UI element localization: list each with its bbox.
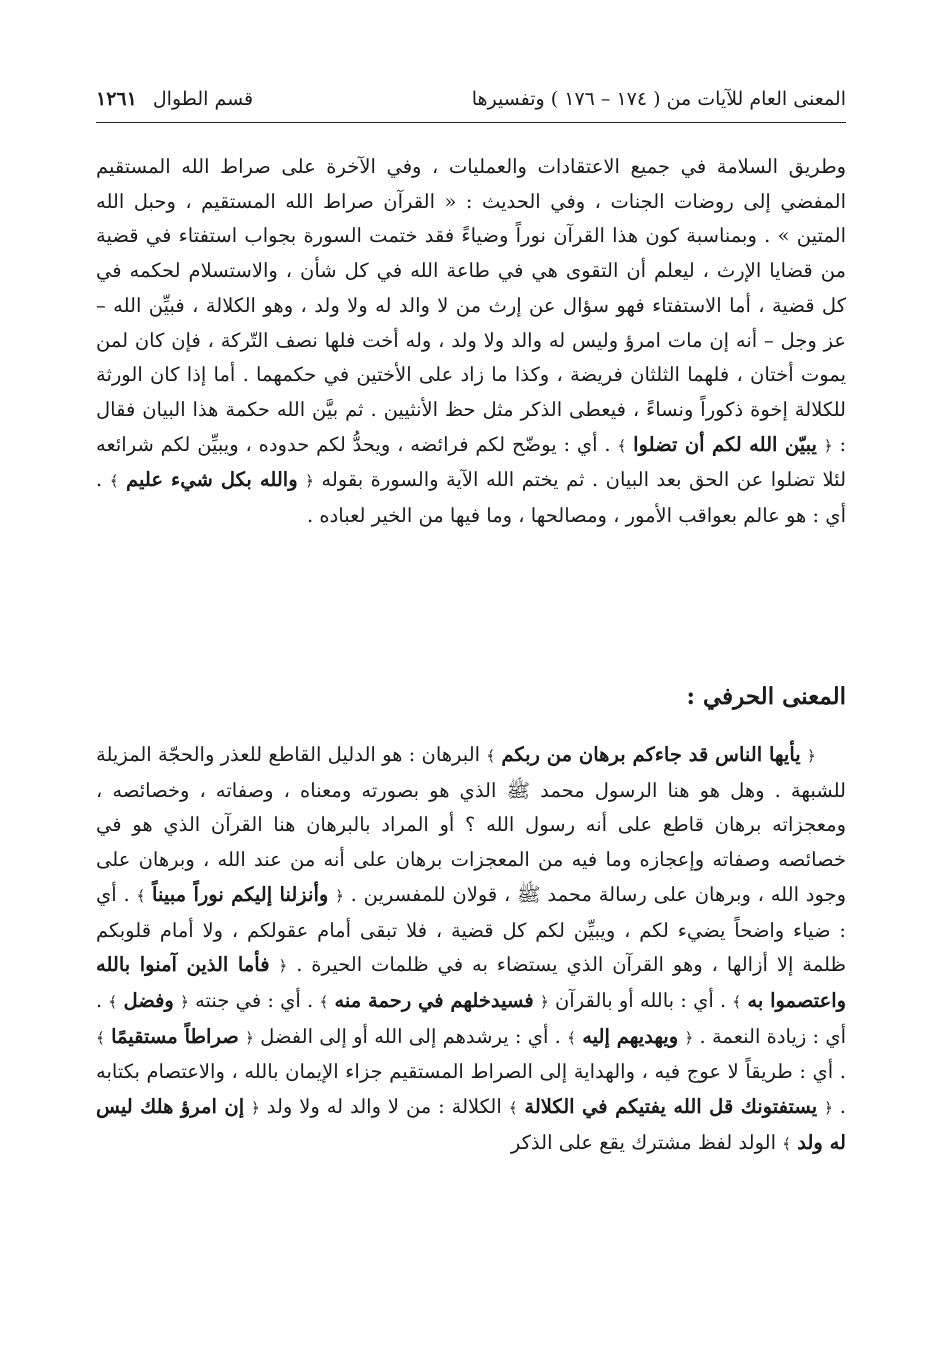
quran-bracket-open: ﴿: [684, 1028, 694, 1047]
quran-bracket-open: ﴿: [824, 1099, 833, 1118]
running-header: [96, 82, 846, 123]
quran-bracket-close: ﴾: [108, 992, 118, 1011]
quran-bracket-open: ﴿: [278, 957, 288, 976]
quran-bracket-close: ﴾: [96, 1028, 105, 1047]
quran-quote: صراطاً مستقيمًا: [111, 1024, 239, 1048]
text-run: . أي : في جنته: [195, 988, 314, 1012]
quran-bracket-open: ﴿: [335, 886, 344, 905]
quran-quote: والله بكل شيء عليم: [126, 468, 298, 492]
text-run: . أي : يوضّح لكم فرائضه ، ويحدُّ لكم حدوده ، ويبيِّن لكم شرائعه لئلا تضلوا عن الحق بعد البيان . ثم يختم الله الآية والسورة بقوله: [96, 432, 847, 492]
quran-quote: يبيّن الله لكم أن تضلوا: [633, 432, 817, 456]
quran-bracket-close: ﴾: [319, 992, 329, 1011]
quran-bracket-open: ﴿: [806, 747, 816, 765]
text-run: . أي : ضياء واضحاً يضيء لكم ، ويبيِّن لكم كل قضية ، فلا تبقى أمام عقولكم ، ولا أمام قلوبكم ظلمة إلا أزالها ، وهو القرآن الذي يستضاء به في ظلمات الحيرة .: [96, 882, 847, 977]
quran-quote: يأيها الناس قد جاءكم برهان من ربكم: [501, 743, 801, 766]
quran-bracket-close: ﴾: [508, 1099, 518, 1118]
quran-bracket-open: ﴿: [180, 992, 189, 1011]
quran-bracket-close: ﴾: [136, 886, 146, 905]
page-number: ١٢٦١: [96, 88, 137, 110]
text-run: البرهان : هو الدليل القاطع للعذر والحجّة المزيلة للشبهة . وهل هو هنا الرسول محمد ﷺ الذي هو بصورته ومعناه ، وصفاته ، وخصائصه ، ومعجزاته برهان قاطع على أنه رسول الله ؟ أو المراد بالبرهان هنا القرآن الذي هو في خصائصه وصفاته وإعجازه وما فيه من المعجزات برهان على أنه من عند الله ، وبرهان على وجود الله ، وبرهان على رسالة محمد ﷺ ، قولان للمفسرين .: [96, 743, 846, 906]
text-run: الكلالة : من لا والد له ولا ولد: [266, 1095, 502, 1119]
quran-bracket-close: ﴾: [617, 436, 627, 455]
text-run: . أي : طريقاً لا عوج فيه ، والهداية إلى الصراط المستقيم جزاء الإيمان بالله ، والاعتصام بكتابه .: [96, 1060, 846, 1119]
text-run: الولد لفظ مشترك يقع على الذكر: [510, 1130, 777, 1154]
page-info: [96, 82, 253, 116]
summary-paragraph: [96, 150, 846, 534]
text-run: . أي : بالله أو بالقرآن: [554, 988, 727, 1012]
quran-bracket-close: ﴾: [567, 1028, 576, 1047]
quran-bracket-close: ﴾: [486, 747, 496, 765]
quran-bracket-close: ﴾: [109, 472, 119, 491]
quran-bracket-open: ﴿: [305, 472, 314, 491]
literal-meaning-paragraph: [96, 738, 846, 1161]
section-heading: المعنى الحرفي :: [686, 683, 846, 710]
quran-bracket-close: ﴾: [732, 992, 742, 1011]
quran-bracket-open: ﴿: [539, 992, 549, 1011]
quran-quote: فأما الذين آمنوا بالله واعتصموا به: [96, 953, 847, 1012]
quran-quote: إن امرؤ هلك ليس له ولد: [96, 1095, 846, 1154]
section-name: قسم الطوال: [152, 88, 254, 110]
quran-quote: يستفتونك قل الله يفتيكم في الكلالة: [524, 1095, 818, 1119]
quran-quote: فسيدخلهم في رحمة منه: [334, 988, 534, 1012]
quran-bracket-close: ﴾: [782, 1134, 792, 1153]
quran-quote: وفضل: [123, 988, 174, 1012]
text-run: . أي : زيادة النعمة .: [96, 988, 847, 1048]
quran-quote: وأنزلنا إليكم نوراً مبيناً: [152, 882, 329, 906]
text-run: . أي : هو عالم بعواقب الأمور ، ومصالحها ، وما فيها من الخير لعباده .: [96, 468, 846, 528]
quran-bracket-open: ﴿: [823, 436, 833, 455]
running-title: المعنى العام للآيات من ( ١٧٤ – ١٧٦ ) وتفسيرها: [471, 88, 846, 110]
text-run: . أي : يرشدهم إلى الله أو إلى الفضل: [260, 1024, 561, 1048]
quran-quote: ويهديهم إليه: [582, 1024, 679, 1048]
text-run: وطريق السلامة في جميع الاعتقادات والعمليات ، وفي الآخرة على صراط الله المستقيم المفضي إلى روضات الجنات ، وفي الحديث : « القرآن صراط الله المستقيم ، وحبل الله المتين » . وبمناسبة كون هذا القرآن نوراً وضياءً فقد ختمت السورة بجواب استفتاء في قضية من قضايا الإرث ، ليعلم أن التقوى هي في طاعة الله في كل شأن ، والاستسلام لحكمه في كل قضية ، أما الاستفتاء فهو سؤال عن إرث من لا والد له ولا ولد ، وهو الكلالة ، فبيِّن الله – عز وجل – أنه إن مات امرؤ وليس له والد ولا ولد ، وله أخت فلها نصف التّركة ، فإن كان لمن يموت أختان ، فلهما الثلثان فريضة ، وكذا ما زاد على الأختين في حكمهما . أما إذا كان الورثة للكلالة إخوة ذكوراً ونساءً ، فيعطى الذكر مثل حظ الأنثيين . ثم بيَّن الله حكمة هذا البيان فقال :: [96, 155, 847, 456]
quran-bracket-open: ﴿: [251, 1099, 260, 1118]
quran-bracket-open: ﴿: [245, 1028, 254, 1047]
